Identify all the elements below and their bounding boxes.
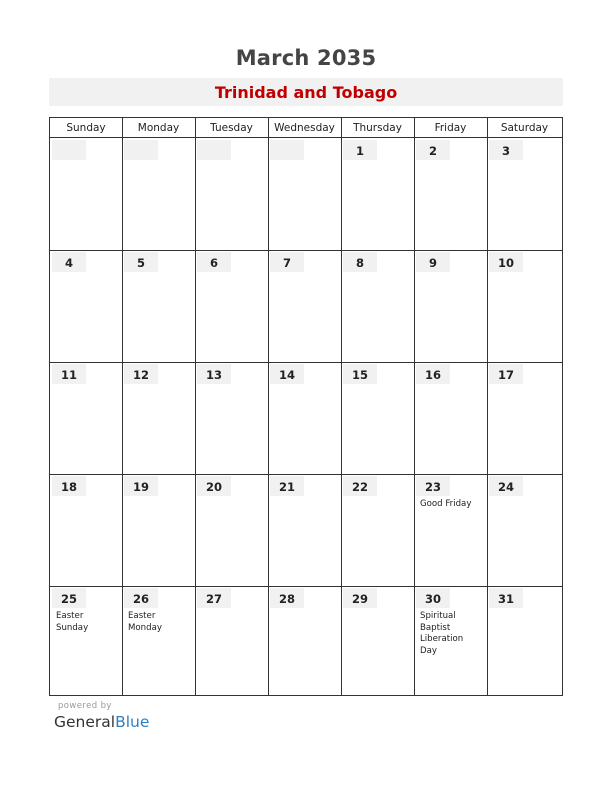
weekday-header-monday: Monday [137,122,180,134]
day-number: 21 [270,476,304,496]
day-cell[interactable] [342,363,414,474]
day-cell[interactable] [415,475,487,586]
day-number: 13 [197,364,231,384]
day-number: 26 [124,588,158,608]
day-cell[interactable] [51,475,122,586]
day-cell[interactable] [415,363,487,474]
day-number: 7 [270,252,304,272]
day-cell[interactable] [415,251,487,362]
day-cell[interactable] [342,475,414,586]
day-number: 9 [416,252,450,272]
day-number: 15 [343,364,377,384]
day-cell[interactable] [415,587,487,695]
day-cell[interactable] [123,139,195,250]
calendar-title: March 2035 [235,46,377,70]
empty-day-marker [197,140,231,160]
day-number: 6 [197,252,231,272]
day-number: 24 [489,476,523,496]
day-cell[interactable] [123,587,195,695]
day-cell[interactable] [488,139,562,250]
day-number: 8 [343,252,377,272]
day-cell[interactable] [123,251,195,362]
weekday-header-saturday: Saturday [500,122,549,134]
day-number: 2 [416,140,450,160]
day-number: 25 [52,588,86,608]
day-number: 10 [489,252,523,272]
powered-by-label: powered by [58,701,112,711]
empty-day-marker [270,140,304,160]
day-number: 30 [416,588,450,608]
day-cell[interactable] [269,587,341,695]
day-number: 3 [489,140,523,160]
day-cell[interactable] [51,251,122,362]
weekday-header-wednesday: Wednesday [274,122,335,134]
weekday-header-friday: Friday [434,122,467,134]
country-banner [49,78,563,106]
day-number: 12 [124,364,158,384]
day-cell[interactable] [269,475,341,586]
day-number: 16 [416,364,450,384]
day-cell[interactable] [196,139,268,250]
country-name: Trinidad and Tobago [214,83,398,102]
day-cell[interactable] [196,251,268,362]
day-cell[interactable] [342,587,414,695]
day-number: 1 [343,140,377,160]
day-cell[interactable] [51,587,122,695]
day-cell[interactable] [269,139,341,250]
day-number: 31 [489,588,523,608]
day-number: 17 [489,364,523,384]
day-number: 20 [197,476,231,496]
day-cell[interactable] [196,587,268,695]
day-number: 4 [52,252,86,272]
logo-general-text: General [54,713,116,731]
day-number: 14 [270,364,304,384]
day-cell[interactable] [123,475,195,586]
empty-day-marker [52,140,86,160]
weekday-header-tuesday: Tuesday [210,122,253,134]
holiday-label: Easter Sunday [56,611,89,633]
calendar-grid [49,117,563,696]
day-number: 5 [124,252,158,272]
day-cell[interactable] [488,475,562,586]
holiday-label: Good Friday [420,499,472,509]
holiday-label: Easter Monday [128,611,162,633]
weekday-header-row [50,118,562,138]
day-cell[interactable] [342,251,414,362]
day-cell[interactable] [269,363,341,474]
day-cell[interactable] [196,475,268,586]
day-number: 18 [52,476,86,496]
logo-blue-text: Blue [115,713,150,731]
day-number: 11 [52,364,86,384]
day-number: 27 [197,588,231,608]
day-cell[interactable] [415,139,487,250]
day-cell[interactable] [196,363,268,474]
day-number: 28 [270,588,304,608]
day-number: 29 [343,588,377,608]
empty-day-marker [124,140,158,160]
day-cell[interactable] [488,363,562,474]
day-number: 19 [124,476,158,496]
day-number: 22 [343,476,377,496]
weekday-header-sunday: Sunday [66,122,106,134]
day-cell[interactable] [488,587,562,695]
day-cell[interactable] [123,363,195,474]
day-cell[interactable] [488,251,562,362]
weekday-header-thursday: Thursday [353,122,402,134]
day-cell[interactable] [269,251,341,362]
day-cell[interactable] [51,363,122,474]
day-cell[interactable] [342,139,414,250]
day-cell[interactable] [51,139,122,250]
holiday-label: Spiritual Baptist Liberation Day [420,611,464,656]
generalblue-logo[interactable] [54,713,149,731]
day-number: 23 [416,476,450,496]
